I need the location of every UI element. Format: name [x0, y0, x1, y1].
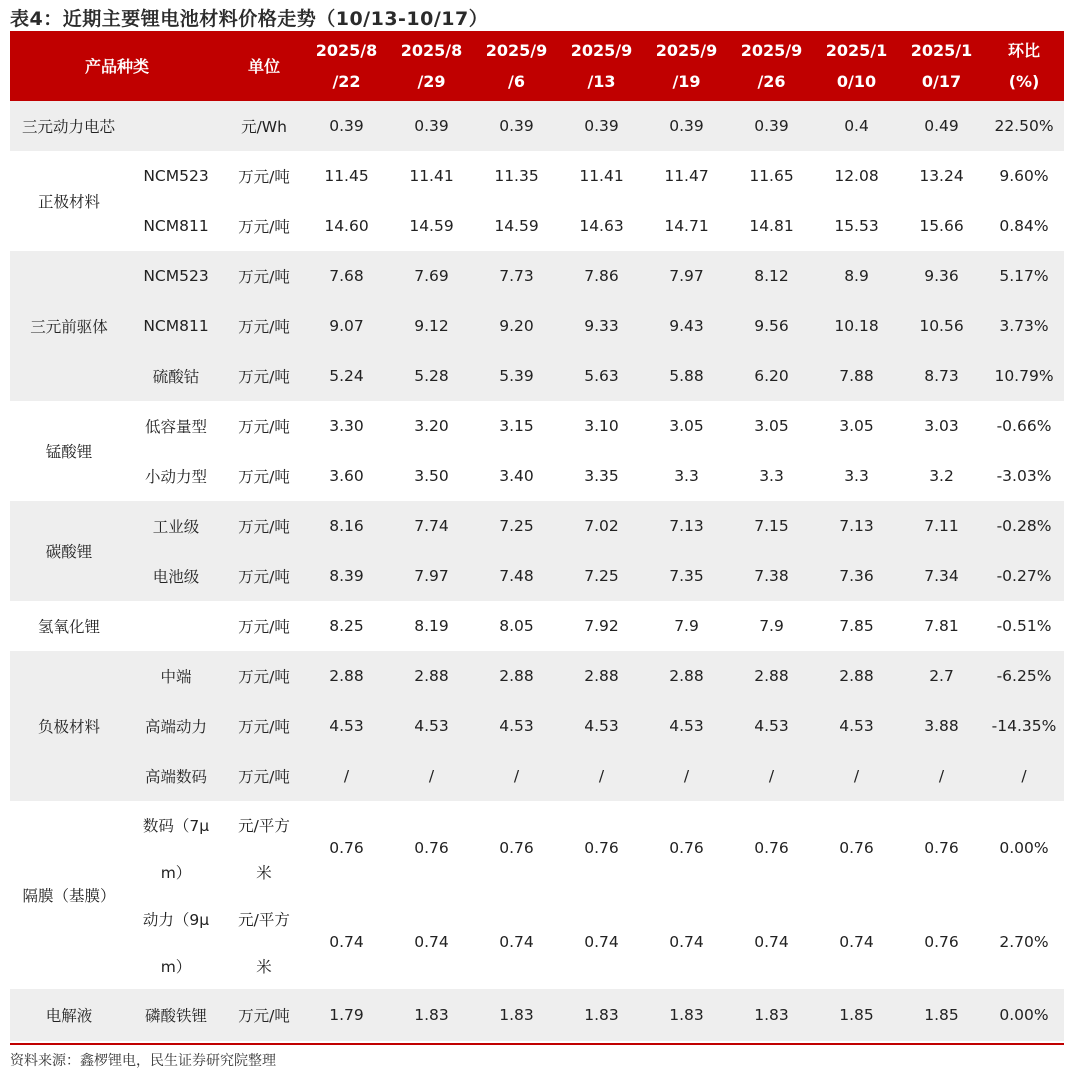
value-cell: 1.85	[839, 1006, 874, 1024]
value-cell: 0.39	[499, 117, 534, 135]
unit-cell: 万元/吨	[238, 618, 290, 636]
sub-item: 动力（9μ	[142, 910, 210, 929]
value-cell: 14.63	[579, 217, 624, 235]
value-cell: /	[768, 767, 775, 785]
header-date-line: 2025/9	[570, 41, 633, 60]
value-cell: 7.97	[669, 267, 704, 285]
value-cell: 0.76	[584, 839, 619, 857]
group-name: 三元动力电芯	[22, 118, 116, 136]
sub-item: NCM811	[143, 217, 209, 235]
change-cell: 5.17%	[999, 267, 1049, 285]
header-date-line: 2025/9	[485, 41, 548, 60]
header-date-line: /6	[508, 72, 525, 91]
value-cell: 9.43	[669, 317, 704, 335]
value-cell: 0.74	[839, 933, 874, 951]
value-cell: 0.74	[414, 933, 449, 951]
value-cell: 3.05	[669, 417, 704, 435]
group-name: 三元前驱体	[30, 318, 108, 336]
value-cell: 1.79	[329, 1006, 364, 1024]
row-group	[10, 151, 1064, 251]
value-cell: 3.88	[924, 717, 959, 735]
unit-cell: 万元/吨	[238, 268, 290, 286]
header-date	[899, 31, 984, 101]
value-cell: 15.53	[834, 217, 879, 235]
table-row	[10, 351, 1064, 401]
unit-cell: 万元/吨	[238, 318, 290, 336]
group-name: 负极材料	[37, 718, 100, 736]
header-date-line: /13	[587, 72, 616, 91]
value-cell: 3.3	[759, 467, 784, 485]
table-row	[10, 501, 1064, 551]
value-cell: 3.50	[414, 467, 449, 485]
row-group	[10, 101, 1064, 151]
value-cell: 0.76	[924, 933, 959, 951]
value-cell: 7.88	[839, 367, 874, 385]
row-group	[10, 801, 1064, 989]
table-row	[10, 701, 1064, 751]
value-cell: 9.33	[584, 317, 619, 335]
header-date	[559, 31, 644, 101]
value-cell: 1.83	[754, 1006, 789, 1024]
value-cell: 4.53	[414, 717, 449, 735]
value-cell: 9.56	[754, 317, 789, 335]
value-cell: 14.59	[494, 217, 539, 235]
value-cell: 7.97	[414, 567, 449, 585]
bottom-rule	[10, 1043, 1064, 1045]
value-cell: 14.71	[664, 217, 709, 235]
unit-cell: 万元/吨	[238, 668, 290, 686]
value-cell: 0.74	[499, 933, 534, 951]
value-cell: 0.76	[499, 839, 534, 857]
value-cell: 14.60	[324, 217, 369, 235]
value-cell: 0.76	[839, 839, 874, 857]
value-cell: 11.47	[664, 167, 709, 185]
value-cell: 12.08	[834, 167, 879, 185]
value-cell: 3.3	[844, 467, 869, 485]
table-title: 表4：近期主要锂电池材料价格走势（10/13-10/17）	[10, 8, 489, 30]
value-cell: 2.88	[499, 667, 534, 685]
unit-cell: 万元/吨	[238, 168, 290, 186]
value-cell: 7.9	[674, 617, 699, 635]
unit-cell: 元/平方	[238, 816, 290, 835]
value-cell: 3.3	[674, 467, 699, 485]
value-cell: 2.7	[929, 667, 954, 685]
value-cell: 0.76	[329, 839, 364, 857]
sub-item: m）	[160, 863, 192, 882]
value-cell: 7.9	[759, 617, 784, 635]
value-cell: 3.35	[584, 467, 619, 485]
value-cell: 7.15	[754, 517, 789, 535]
value-cell: 9.07	[329, 317, 364, 335]
sub-item: 工业级	[152, 518, 200, 536]
unit-cell: 万元/吨	[238, 568, 290, 586]
value-cell: 2.88	[669, 667, 704, 685]
unit-cell: 万元/吨	[238, 468, 290, 486]
value-cell: 3.03	[924, 417, 959, 435]
value-cell: 7.13	[669, 517, 704, 535]
value-cell: 2.88	[414, 667, 449, 685]
unit-cell: 万元/吨	[238, 768, 290, 786]
value-cell: 3.10	[584, 417, 619, 435]
value-cell: 14.81	[749, 217, 794, 235]
header-date-line: 2025/8	[315, 41, 378, 60]
value-cell: /	[853, 767, 860, 785]
header-unit	[224, 31, 304, 101]
table-row	[10, 651, 1064, 701]
group-name: 氢氧化锂	[37, 618, 100, 636]
table-row	[10, 151, 1064, 201]
value-cell: 7.25	[584, 567, 619, 585]
sub-item: 高端动力	[145, 718, 208, 736]
value-cell: 2.88	[584, 667, 619, 685]
value-cell: 11.41	[579, 167, 624, 185]
value-cell: 9.12	[414, 317, 449, 335]
value-cell: 3.15	[499, 417, 534, 435]
header-date-line: 0/17	[921, 72, 962, 91]
value-cell: 7.68	[329, 267, 364, 285]
value-cell: 10.56	[919, 317, 964, 335]
value-cell: 1.83	[669, 1006, 704, 1024]
value-cell: 0.74	[329, 933, 364, 951]
value-cell: 7.36	[839, 567, 874, 585]
change-cell: -6.25%	[996, 667, 1052, 685]
unit-cell: 万元/吨	[238, 368, 290, 386]
value-cell: 0.39	[414, 117, 449, 135]
value-cell: 6.20	[754, 367, 789, 385]
value-cell: 5.63	[584, 367, 619, 385]
value-cell: 7.92	[584, 617, 619, 635]
header-date	[644, 31, 729, 101]
value-cell: 0.39	[754, 117, 789, 135]
header-date	[304, 31, 389, 101]
change-cell: -0.66%	[996, 417, 1052, 435]
value-cell: 5.28	[414, 367, 449, 385]
header-row	[10, 31, 1064, 101]
value-cell: 8.73	[924, 367, 959, 385]
table-row	[10, 801, 1064, 848]
value-cell: 7.11	[924, 517, 959, 535]
unit-cell: 万元/吨	[238, 518, 290, 536]
value-cell: 11.65	[749, 167, 794, 185]
value-cell: 0.39	[584, 117, 619, 135]
change-cell: 22.50%	[994, 117, 1054, 135]
value-cell: 11.35	[494, 167, 539, 185]
row-group	[10, 601, 1064, 651]
row-group	[10, 401, 1064, 501]
header-date-line: /29	[417, 72, 446, 91]
header-date-line: 2025/9	[740, 41, 803, 60]
change-cell: 10.79%	[994, 367, 1054, 385]
value-cell: /	[513, 767, 520, 785]
sub-item: 磷酸铁锂	[145, 1007, 208, 1025]
value-cell: /	[683, 767, 690, 785]
header-product	[10, 31, 224, 101]
header-date-line: 2025/1	[825, 41, 888, 60]
value-cell: 7.85	[839, 617, 874, 635]
header-date	[474, 31, 559, 101]
header-change-line: (%)	[1008, 72, 1040, 91]
unit-cell: 万元/吨	[238, 418, 290, 436]
sub-item: 硫酸钴	[152, 368, 200, 386]
header-date	[389, 31, 474, 101]
sub-item: NCM523	[143, 267, 209, 285]
value-cell: 4.53	[839, 717, 874, 735]
table-row	[10, 201, 1064, 251]
change-cell: 2.70%	[999, 933, 1049, 951]
value-cell: 4.53	[499, 717, 534, 735]
value-cell: 4.53	[584, 717, 619, 735]
row-group	[10, 251, 1064, 401]
value-cell: 8.19	[414, 617, 449, 635]
unit-cell: 米	[256, 957, 272, 976]
change-cell: -0.28%	[996, 517, 1052, 535]
value-cell: 0.74	[754, 933, 789, 951]
change-cell: -0.51%	[996, 617, 1052, 635]
value-cell: 3.05	[839, 417, 874, 435]
source-note: 资料来源：鑫椤锂电，民生证券研究院整理	[10, 1053, 276, 1069]
unit-cell: 米	[256, 863, 272, 882]
header-date-line: 2025/8	[400, 41, 463, 60]
value-cell: 7.81	[924, 617, 959, 635]
value-cell: 14.59	[409, 217, 454, 235]
value-cell: 1.83	[414, 1006, 449, 1024]
value-cell: 5.39	[499, 367, 534, 385]
header-date	[814, 31, 899, 101]
value-cell: 3.20	[414, 417, 449, 435]
value-cell: 15.66	[919, 217, 964, 235]
unit-cell: 万元/吨	[238, 718, 290, 736]
sub-item: m）	[160, 957, 192, 976]
header-change	[984, 31, 1064, 101]
value-cell: 3.2	[929, 467, 954, 485]
value-cell: 7.35	[669, 567, 704, 585]
group-name: 正极材料	[37, 193, 100, 211]
table-header	[10, 31, 1064, 101]
value-cell: 8.39	[329, 567, 364, 585]
value-cell: 0.74	[669, 933, 704, 951]
header-date-line: /26	[757, 72, 786, 91]
value-cell: 7.02	[584, 517, 619, 535]
unit-cell: 元/Wh	[241, 118, 287, 136]
sub-item: 低容量型	[145, 418, 208, 436]
sub-item: 中端	[160, 668, 192, 686]
value-cell: 5.24	[329, 367, 364, 385]
value-cell: /	[938, 767, 945, 785]
value-cell: 1.85	[924, 1006, 959, 1024]
value-cell: 7.69	[414, 267, 449, 285]
value-cell: 3.30	[329, 417, 364, 435]
change-cell: -0.27%	[996, 567, 1052, 585]
header-date-line: 0/10	[836, 72, 877, 91]
change-cell: /	[1021, 767, 1027, 785]
group-name: 锰酸锂	[45, 443, 93, 461]
value-cell: 7.73	[499, 267, 534, 285]
value-cell: 0.49	[924, 117, 959, 135]
value-cell: 7.13	[839, 517, 874, 535]
table-row	[10, 251, 1064, 301]
value-cell: 7.74	[414, 517, 449, 535]
row-group	[10, 501, 1064, 601]
value-cell: 4.53	[329, 717, 364, 735]
table-row	[10, 601, 1064, 651]
value-cell: 2.88	[839, 667, 874, 685]
value-cell: 7.25	[499, 517, 534, 535]
change-cell: 0.00%	[999, 839, 1049, 857]
change-cell: 0.84%	[999, 217, 1049, 235]
group-name: 碳酸锂	[45, 543, 93, 561]
value-cell: 11.45	[324, 167, 369, 185]
change-cell: 0.00%	[999, 1006, 1049, 1024]
header-change-line: 环比	[1008, 41, 1041, 60]
value-cell: 0.74	[584, 933, 619, 951]
value-cell: 2.88	[329, 667, 364, 685]
value-cell: 0.4	[844, 117, 869, 135]
change-cell: 3.73%	[999, 317, 1049, 335]
unit-cell: 元/平方	[238, 910, 290, 929]
value-cell: 8.9	[844, 267, 869, 285]
value-cell: 0.76	[669, 839, 704, 857]
header-date-line: /19	[672, 72, 701, 91]
table-row	[10, 895, 1064, 942]
sub-item: 高端数码	[145, 768, 208, 786]
value-cell: 0.39	[329, 117, 364, 135]
value-cell: 3.40	[499, 467, 534, 485]
value-cell: /	[598, 767, 605, 785]
sub-item: 小动力型	[145, 468, 208, 486]
value-cell: 0.76	[414, 839, 449, 857]
value-cell: 7.34	[924, 567, 959, 585]
unit-cell: 万元/吨	[238, 218, 290, 236]
value-cell: 8.12	[754, 267, 789, 285]
sub-item	[128, 601, 224, 651]
row-group	[10, 651, 1064, 801]
value-cell: 0.76	[754, 839, 789, 857]
table-row	[10, 551, 1064, 601]
sub-item: NCM811	[143, 317, 209, 335]
header-date-line: /22	[332, 72, 361, 91]
table-row	[10, 451, 1064, 501]
value-cell: 7.48	[499, 567, 534, 585]
value-cell: 13.24	[919, 167, 964, 185]
table-row	[10, 101, 1064, 151]
value-cell: 4.53	[669, 717, 704, 735]
value-cell: 8.16	[329, 517, 364, 535]
value-cell: 3.60	[329, 467, 364, 485]
change-cell: 9.60%	[999, 167, 1049, 185]
value-cell: 9.20	[499, 317, 534, 335]
table-row	[10, 301, 1064, 351]
group-name: 隔膜（基膜）	[22, 887, 116, 905]
header-date-line: 2025/9	[655, 41, 718, 60]
value-cell: 7.38	[754, 567, 789, 585]
value-cell: 1.83	[584, 1006, 619, 1024]
change-cell: -3.03%	[996, 467, 1052, 485]
value-cell: 2.88	[754, 667, 789, 685]
value-cell: 1.83	[499, 1006, 534, 1024]
value-cell: 0.39	[669, 117, 704, 135]
group-name: 电解液	[45, 1007, 93, 1025]
value-cell: /	[343, 767, 350, 785]
price-table	[10, 31, 1064, 1041]
value-cell: /	[428, 767, 435, 785]
value-cell: 7.86	[584, 267, 619, 285]
unit-cell: 万元/吨	[238, 1007, 290, 1025]
sub-item: 电池级	[152, 568, 200, 586]
value-cell: 10.18	[834, 317, 879, 335]
value-cell: 5.88	[669, 367, 704, 385]
value-cell: 11.41	[409, 167, 454, 185]
change-cell: -14.35%	[991, 717, 1057, 735]
value-cell: 4.53	[754, 717, 789, 735]
table-row	[10, 401, 1064, 451]
header-product-label: 产品种类	[85, 56, 150, 76]
header-unit-label: 单位	[248, 56, 281, 76]
value-cell: 9.36	[924, 267, 959, 285]
table-row	[10, 751, 1064, 801]
value-cell: 3.05	[754, 417, 789, 435]
value-cell: 8.25	[329, 617, 364, 635]
table-row	[10, 989, 1064, 1041]
value-cell: 0.76	[924, 839, 959, 857]
sub-item: NCM523	[143, 167, 209, 185]
value-cell: 8.05	[499, 617, 534, 635]
header-date-line: 2025/1	[910, 41, 973, 60]
row-group	[10, 989, 1064, 1041]
header-date	[729, 31, 814, 101]
sub-item: 数码（7μ	[142, 816, 210, 835]
